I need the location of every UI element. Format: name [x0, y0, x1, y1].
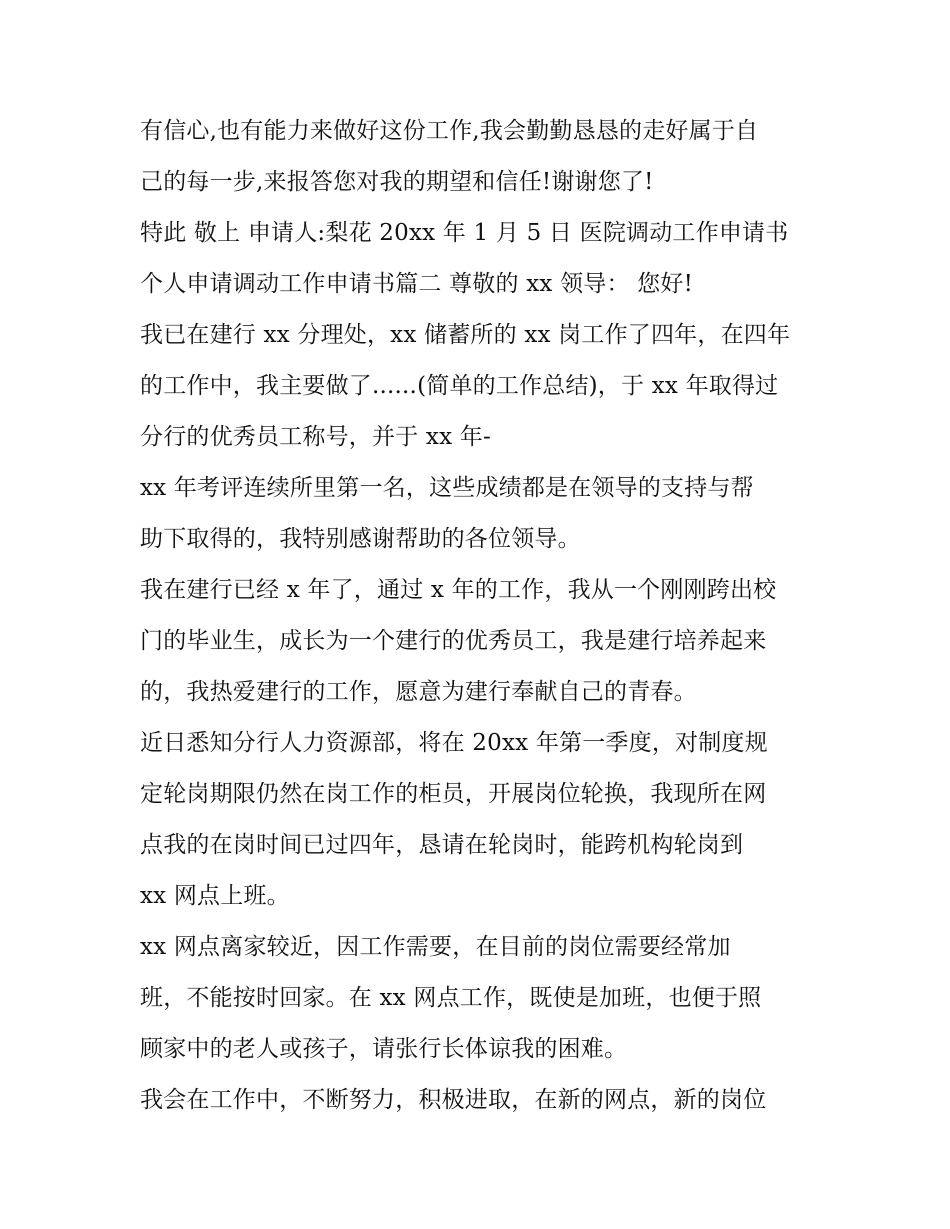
text-line: 助下取得的，我特别感谢帮助的各位领导。 — [140, 526, 581, 552]
text-line: 的工作中，我主要做了......(简单的工作总结)，于 xx 年取得过 — [140, 373, 779, 399]
text-line: 我已在建行 xx 分理处，xx 储蓄所的 xx 岗工作了四年，在四年 — [140, 322, 791, 348]
text-line: 定轮岗期限仍然在岗工作的柜员，开展岗位轮换，我现所在网 — [140, 781, 767, 807]
text-line: xx 网点上班。 — [140, 883, 290, 909]
text-line: 顾家中的老人或孩子，请张行长体谅我的困难。 — [140, 1036, 628, 1062]
text-line: 门的毕业生，成长为一个建行的优秀员工，我是建行培养起来 — [140, 628, 767, 654]
text-line: 我在建行已经 x 年了，通过 x 年的工作，我从一个刚刚跨出校 — [140, 577, 777, 603]
text-line: 近日悉知分行人力资源部，将在 20xx 年第一季度，对制度规 — [140, 730, 768, 756]
document-body — [140, 106, 830, 1126]
text-line: 有信心,也有能力来做好这份工作,我会勤勤恳恳的走好属于自 — [140, 118, 759, 144]
text-line: 己的每一步,来报答您对我的期望和信任!谢谢您了! — [140, 169, 654, 195]
text-line: 个人申请调动工作申请书篇二 尊敬的 xx 领导： 您好! — [140, 271, 694, 297]
text-line: xx 网点离家较近，因工作需要，在目前的岗位需要经常加 — [140, 934, 731, 960]
text-line: 点我的在岗时间已过四年，恳请在轮岗时，能跨机构轮岗到 — [140, 832, 744, 858]
text-line: 分行的优秀员工称号，并于 xx 年- — [140, 424, 491, 450]
text-line: 特此 敬上 申请人:梨花 20xx 年 1 月 5 日 医院调动工作申请书 — [140, 220, 789, 246]
text-line: 我会在工作中，不断努力，积极进取，在新的网点，新的岗位 — [140, 1087, 767, 1113]
text-line: xx 年考评连续所里第一名，这些成绩都是在领导的支持与帮 — [140, 475, 754, 501]
text-line: 的，我热爱建行的工作，愿意为建行奉献自己的青春。 — [140, 679, 697, 705]
text-line: 班，不能按时回家。在 xx 网点工作，既使是加班，也便于照 — [140, 985, 762, 1011]
